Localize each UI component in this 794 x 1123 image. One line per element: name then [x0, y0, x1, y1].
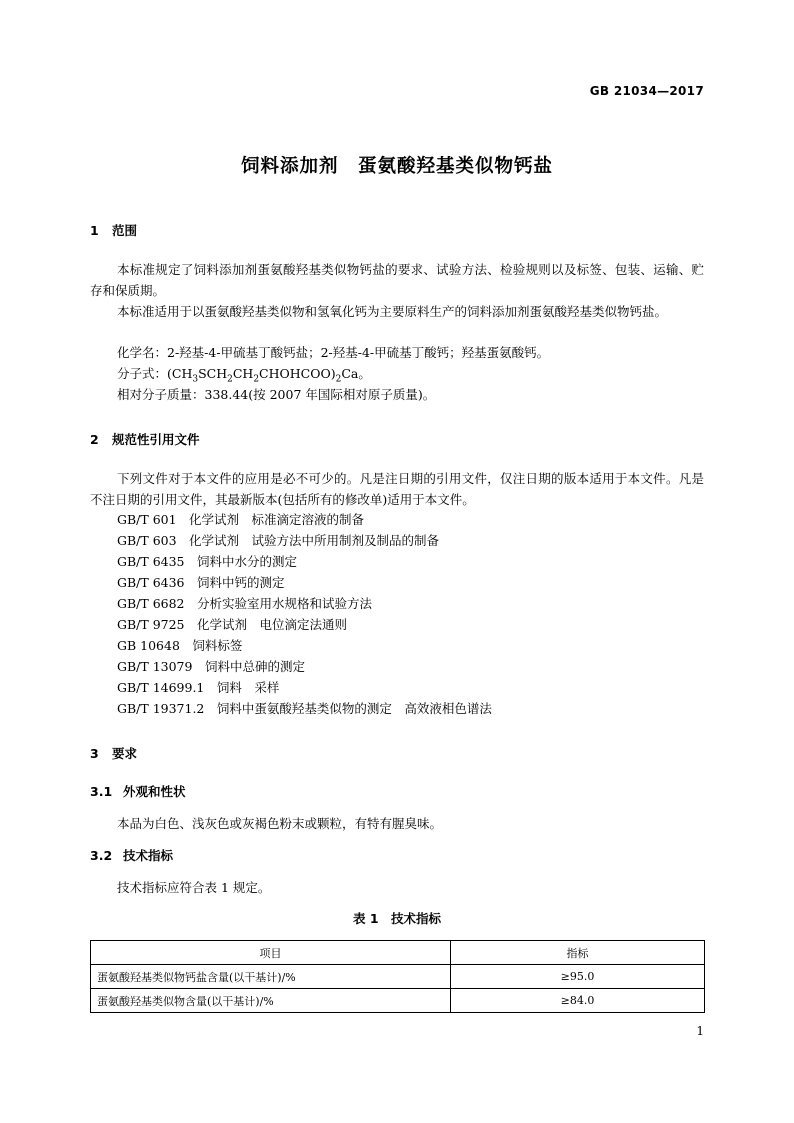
formula-part: SCH: [198, 366, 228, 381]
section-title: 要求: [112, 746, 138, 761]
subsection-title: 外观和性状: [123, 784, 186, 799]
section-1-heading: [90, 221, 137, 239]
table-caption: 表 1 技术指标: [352, 911, 442, 926]
scope-paragraph-1: 本标准规定了饲料添加剂蛋氨酸羟基类似物钙盐的要求、试验方法、检验规则以及标签、包装、运输、贮存和保质期。: [90, 262, 704, 298]
formula-subscript: 2: [227, 374, 233, 385]
standard-code: GB 21034—2017: [589, 84, 704, 98]
formula-part: CH: [232, 366, 254, 381]
scope-paragraph-2: 本标准适用于以蛋氨酸羟基类似物和氢氧化钙为主要原料生产的饲料添加剂蛋氨酸羟基类似物钙盐。: [117, 304, 668, 319]
document-title: 饲料添加剂 蛋氨酸羟基类似物钙盐: [240, 156, 553, 177]
table-cell-item: 蛋氨酸羟基类似物钙盐含量(以干基计)/%: [91, 965, 451, 989]
table-header-cell: 项目: [91, 941, 451, 965]
section-number: 1: [90, 223, 99, 238]
reference-item: GB/T 6436 饲料中钙的测定: [117, 575, 285, 590]
formula-subscript: 2: [253, 374, 260, 385]
subsection-number: 3.2: [90, 848, 113, 863]
reference-item: GB/T 9725 化学试剂 电位滴定法通则: [117, 617, 348, 632]
subsection-3-2-heading: [90, 846, 173, 864]
reference-item: GB/T 601 化学试剂 标准滴定溶液的制备: [117, 512, 365, 527]
section-title: 规范性引用文件: [112, 432, 200, 447]
table-cell-item: 蛋氨酸羟基类似物含量(以干基计)/%: [91, 989, 451, 1013]
section-2-heading: [90, 430, 200, 448]
chemical-name: 化学名：2-羟基-4-甲硫基丁酸钙盐；2-羟基-4-甲硫基丁酸钙；羟基蛋氨酸钙。: [117, 345, 550, 360]
page-number: 1: [696, 1024, 704, 1038]
subsection-number: 3.1: [90, 784, 113, 799]
section-title: 范围: [112, 223, 138, 238]
table-header-cell: 指标: [451, 941, 705, 965]
section-number: 2: [90, 432, 99, 447]
section-3-heading: [90, 744, 137, 762]
table-header-row: [91, 941, 705, 965]
table-cell-value: ≥84.0: [451, 989, 705, 1013]
reference-item: GB/T 6682 分析实验室用水规格和试验方法: [117, 596, 373, 611]
subsection-title: 技术指标: [123, 848, 174, 863]
references-intro: 下列文件对于本文件的应用是必不可少的。凡是注日期的引用文件，仅注日期的版本适用于本文件。凡是不注日期的引用文件，其最新版本(包括所有的修改单)适用于本文件。: [90, 471, 704, 507]
formula-part: CHOHCOO): [259, 366, 336, 381]
table-cell-value: ≥95.0: [451, 965, 705, 989]
molecular-formula: [117, 364, 371, 385]
appearance-text: 本品为白色、浅灰色或灰褐色粉末或颗粒，有特有腥臭味。: [117, 816, 443, 831]
formula-part: Ca。: [341, 366, 371, 381]
reference-item: GB/T 19371.2 饲料中蛋氨酸羟基类似物的测定 高效液相色谱法: [117, 701, 492, 716]
formula-part: 分子式：(CH: [117, 366, 193, 381]
reference-item: GB/T 603 化学试剂 试验方法中所用制剂及制品的制备: [117, 533, 440, 548]
reference-item: GB 10648 饲料标签: [117, 638, 243, 653]
table-row: [91, 965, 705, 989]
subsection-3-1-heading: [90, 782, 186, 800]
tech-spec-text: 技术指标应符合表 1 规定。: [117, 880, 271, 895]
reference-item: GB/T 14699.1 饲料 采样: [117, 680, 280, 695]
formula-subscript: 3: [192, 374, 199, 385]
reference-item: GB/T 13079 饲料中总砷的测定: [117, 659, 305, 674]
spec-table: [90, 940, 705, 1013]
section-number: 3: [90, 746, 99, 761]
table-row: [91, 989, 705, 1013]
molar-mass: 相对分子质量：338.44(按 2007 年国际相对原子质量)。: [117, 387, 436, 402]
reference-item: GB/T 6435 饲料中水分的测定: [117, 554, 298, 569]
formula-subscript: 2: [335, 374, 342, 385]
